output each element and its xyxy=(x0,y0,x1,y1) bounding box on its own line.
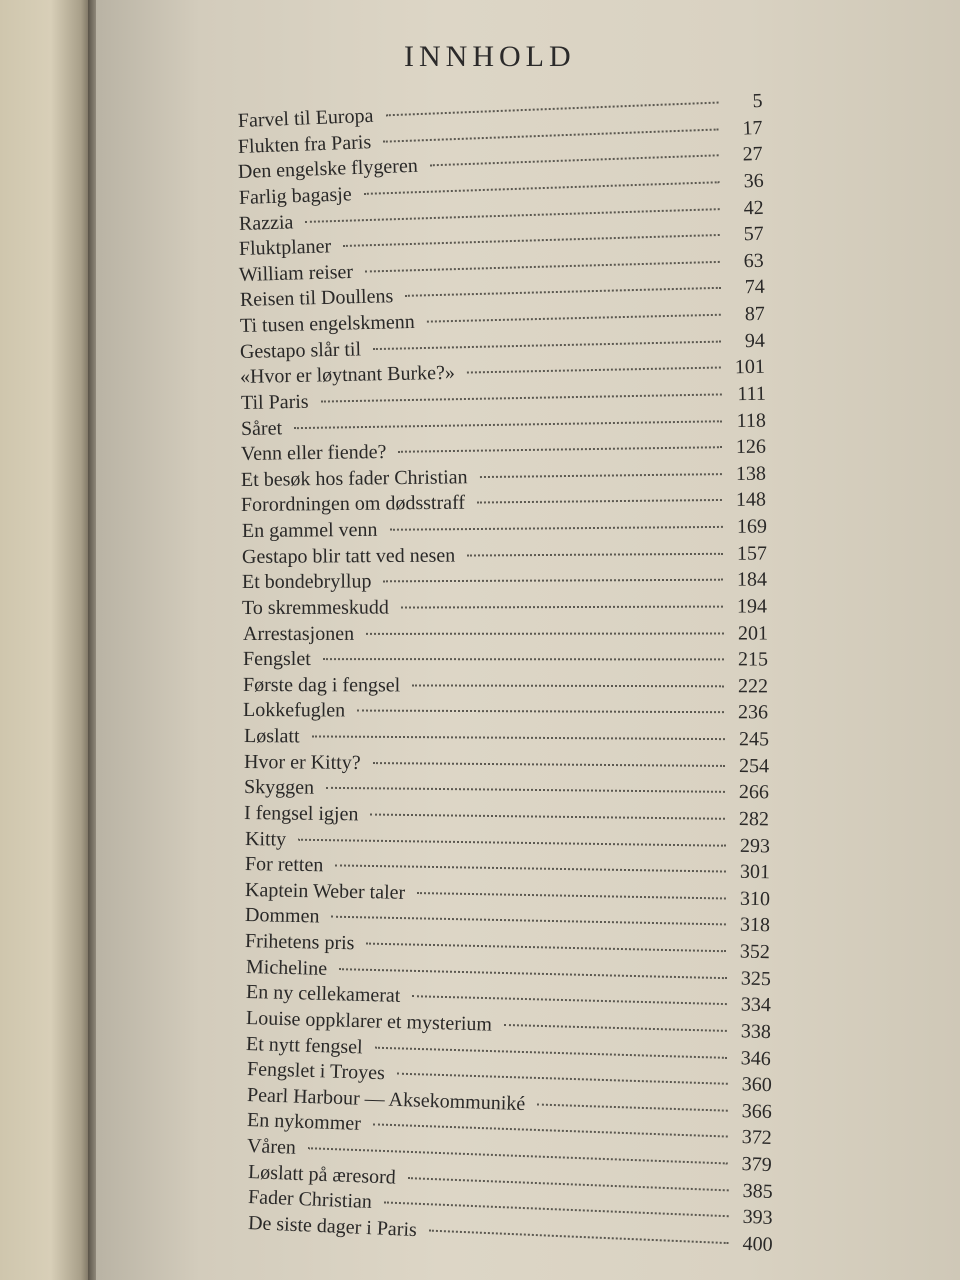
toc-entry-page-number: 360 xyxy=(741,1073,772,1097)
toc-leader-dots xyxy=(373,340,721,350)
toc-entry-title: Forordningen om dødsstraff xyxy=(241,492,466,517)
toc-entry-page-number: 184 xyxy=(737,568,768,591)
toc-leader-dots xyxy=(335,865,726,873)
toc-entry-page-number: 366 xyxy=(741,1100,772,1123)
toc-entry-page-number: 27 xyxy=(742,143,764,166)
toc-entry-title: Louise oppklarer et mysterium xyxy=(245,1006,493,1036)
toc-entry-title: Våren xyxy=(246,1135,297,1159)
toc-entry-title: Arrestasjonen xyxy=(242,622,354,645)
toc-leader-dots xyxy=(339,968,727,979)
toc-entry-title: Fluktplaner xyxy=(238,235,332,261)
toc-entry-page-number: 334 xyxy=(740,993,772,1017)
toc-leader-dots xyxy=(389,526,722,531)
toc-leader-dots xyxy=(358,710,725,714)
toc-entry-title: Farlig bagasje xyxy=(238,183,352,209)
toc-entry-title: Fengslet xyxy=(242,648,311,671)
toc-entry-page-number: 282 xyxy=(739,807,770,831)
toc-entry-page-number: 5 xyxy=(752,89,763,113)
toc-entry-page-number: 385 xyxy=(741,1179,773,1203)
toc-entry-title: En ny cellekamerat xyxy=(245,981,401,1008)
toc-leader-dots xyxy=(298,838,726,846)
toc-entry-title: I fengsel igjen xyxy=(244,801,359,826)
toc-leader-dots xyxy=(384,579,724,583)
toc-leader-dots xyxy=(504,1024,727,1032)
toc-entry-page-number: 346 xyxy=(740,1046,772,1070)
toc-leader-dots xyxy=(373,1124,728,1138)
toc-entry-title: Ti tusen engelskmenn xyxy=(239,310,415,338)
toc-entry-page-number: 101 xyxy=(734,355,766,379)
toc-leader-dots xyxy=(367,943,727,953)
toc-leader-dots xyxy=(372,762,724,767)
toc-entry-page-number: 17 xyxy=(742,116,764,140)
toc-entry xyxy=(242,595,767,623)
toc-leader-dots xyxy=(308,1147,728,1164)
toc-leader-dots xyxy=(343,234,720,247)
toc-entry-page-number: 400 xyxy=(742,1232,774,1256)
toc-leader-dots xyxy=(332,916,727,926)
toc-entry xyxy=(243,648,768,674)
toc-entry-title: For retten xyxy=(244,853,324,877)
toc-entry-title: En gammel venn xyxy=(241,518,378,543)
toc-leader-dots xyxy=(537,1103,728,1111)
toc-entry-page-number: 194 xyxy=(737,595,768,618)
toc-leader-dots xyxy=(467,552,723,556)
toc-leader-dots xyxy=(398,446,722,453)
toc-leader-dots xyxy=(429,1230,729,1245)
toc-leader-dots xyxy=(478,499,723,504)
toc-entry-title: De siste dager i Paris xyxy=(247,1212,418,1242)
toc-leader-dots xyxy=(375,1046,727,1058)
toc-entry-title: Kaptein Weber taler xyxy=(244,878,406,904)
toc-entry-title: Reisen til Doullens xyxy=(239,285,394,312)
toc-entry xyxy=(242,542,767,571)
toc-leader-dots xyxy=(311,735,724,740)
toc-leader-dots xyxy=(407,1177,728,1191)
toc-leader-dots xyxy=(323,658,724,660)
toc-leader-dots xyxy=(305,208,719,223)
toc-leader-dots xyxy=(320,393,721,402)
toc-entry-title: Såret xyxy=(240,416,283,440)
toc-entry-title: Venn eller fiende? xyxy=(240,441,387,466)
toc-leader-dots xyxy=(480,473,722,478)
toc-entry-title: Den engelske flygeren xyxy=(238,155,419,184)
toc-entry-page-number: 379 xyxy=(741,1153,773,1177)
toc-entry-page-number: 338 xyxy=(740,1020,772,1044)
toc-entry-title: Flukten fra Paris xyxy=(237,130,372,158)
toc-entry-title: Løslatt på æresord xyxy=(247,1160,396,1189)
toc-leader-dots xyxy=(385,102,718,117)
toc-entry-title: Første dag i fengsel xyxy=(243,673,401,697)
toc-entry-page-number: 215 xyxy=(737,648,768,671)
toc-entry-title: Gestapo slår til xyxy=(239,338,362,363)
toc-entry-title: Fader Christian xyxy=(247,1186,373,1214)
toc-entry-page-number: 293 xyxy=(739,834,770,857)
toc-leader-dots xyxy=(405,287,721,297)
toc-leader-dots xyxy=(384,1202,729,1218)
toc-entry-title: Fengslet i Troyes xyxy=(246,1058,385,1085)
toc-entry-page-number: 57 xyxy=(743,222,765,246)
toc-leader-dots xyxy=(396,1073,727,1085)
toc-entry-page-number: 372 xyxy=(741,1126,773,1150)
page-title: INNHOLD xyxy=(404,40,576,73)
toc-entry-page-number: 138 xyxy=(736,462,767,485)
toc-entry-page-number: 74 xyxy=(744,276,765,299)
toc-leader-dots xyxy=(366,632,724,634)
toc-entry-page-number: 393 xyxy=(742,1206,773,1230)
toc-entry-title: En nykommer xyxy=(246,1109,362,1136)
toc-entry-title: William reiser xyxy=(239,260,354,286)
toc-entry-title: Et nytt fengsel xyxy=(246,1032,364,1058)
toc-entry-page-number: 301 xyxy=(739,860,770,884)
toc-entry-title: Farvel til Europa xyxy=(237,104,374,132)
toc-entry-page-number: 118 xyxy=(736,409,766,432)
toc-entry-page-number: 318 xyxy=(739,914,771,937)
toc-entry-title: Et besøk hos fader Christian xyxy=(241,466,468,491)
toc-entry-page-number: 222 xyxy=(738,675,769,698)
toc-entry xyxy=(242,516,767,546)
toc-entry-page-number: 148 xyxy=(736,488,767,512)
toc-entry-page-number: 157 xyxy=(736,542,768,565)
toc-leader-dots xyxy=(371,813,726,819)
toc-leader-dots xyxy=(430,155,719,167)
toc-entry xyxy=(243,622,768,649)
toc-entry-title: Dommen xyxy=(245,904,320,928)
toc-entry-title: Til Paris xyxy=(240,390,309,414)
toc-leader-dots xyxy=(365,261,720,273)
toc-entry-page-number: 266 xyxy=(738,781,770,804)
toc-leader-dots xyxy=(383,128,719,142)
toc-entry-page-number: 310 xyxy=(739,887,771,911)
toc-leader-dots xyxy=(363,181,719,195)
toc-entry-title: Løslatt xyxy=(243,725,300,748)
toc-entry-page-number: 36 xyxy=(742,169,764,193)
toc-entry xyxy=(243,699,768,727)
toc-entry-title: Micheline xyxy=(245,955,328,980)
toc-entry xyxy=(243,674,768,701)
toc-entry-title: Gestapo blir tatt ved nesen xyxy=(241,544,456,568)
toc-leader-dots xyxy=(417,892,726,899)
toc-entry-page-number: 201 xyxy=(737,621,768,645)
toc-entry-page-number: 87 xyxy=(744,302,765,326)
toc-entry-title: «Hvor er løytnant Burke?» xyxy=(240,362,456,389)
toc-entry-page-number: 245 xyxy=(738,728,769,751)
toc-entry-title: Kitty xyxy=(244,827,286,851)
toc-leader-dots xyxy=(467,367,721,374)
toc-entry-title: Razzia xyxy=(238,210,294,235)
toc-entry-title: To skremmeskudd xyxy=(242,596,390,619)
toc-leader-dots xyxy=(412,996,727,1006)
toc-leader-dots xyxy=(326,787,725,793)
toc-entry-page-number: 236 xyxy=(738,701,769,724)
toc-entry-title: Hvor er Kitty? xyxy=(243,750,361,774)
toc-entry-page-number: 254 xyxy=(738,754,769,777)
toc-entry xyxy=(242,569,767,597)
toc-entry-page-number: 325 xyxy=(740,967,771,990)
toc-entry-title: Pearl Harbour — Aksekommuniké xyxy=(246,1083,526,1115)
toc-leader-dots xyxy=(427,314,721,323)
toc-leader-dots xyxy=(401,605,723,608)
toc-entry-page-number: 169 xyxy=(736,515,767,538)
toc-entry-page-number: 352 xyxy=(740,940,771,964)
toc-entry-page-number: 111 xyxy=(736,382,766,406)
toc-entry-title: Frihetens pris xyxy=(245,930,356,955)
toc-entry-title: Et bondebryllup xyxy=(242,570,372,594)
toc-leader-dots xyxy=(412,684,724,687)
toc-leader-dots xyxy=(294,420,722,429)
toc-entry-page-number: 42 xyxy=(743,196,764,219)
toc-entry-title: Lokkefuglen xyxy=(243,699,346,722)
toc-entry-page-number: 126 xyxy=(735,435,767,459)
toc-entry-page-number: 94 xyxy=(744,329,766,352)
toc-entry-page-number: 63 xyxy=(743,249,765,273)
toc-entry xyxy=(243,725,768,754)
toc-entry-title: Skyggen xyxy=(243,776,315,800)
